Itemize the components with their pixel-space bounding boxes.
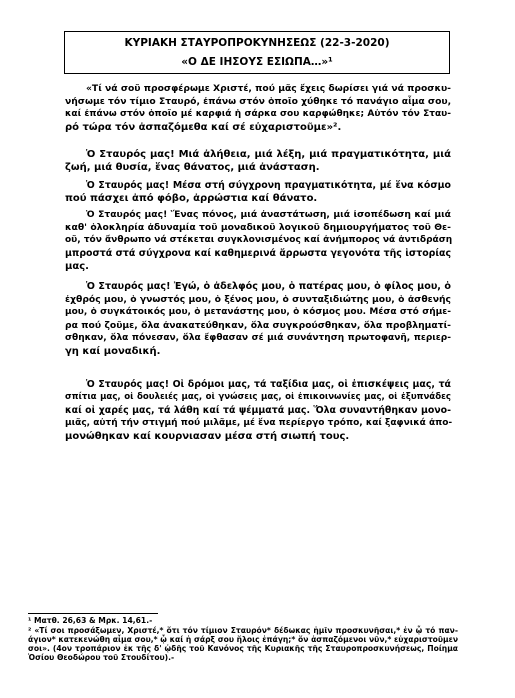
footnote-line: ² «Τί σοι προσάξωμεν, Χριστέ,* ὅτι τόν τίμιον Σταυρόν* δέδωκας ἡμῖν προσκυνῆσαι,* ἐν ᾧ τό παν- — [28, 626, 458, 635]
paragraph-line: καί ἐπάνω στόν ὁποῖο μέ καρφιά ἡ σάρκα σου καρφώθηκε; Αὐτόν τόν Σταυ- — [65, 109, 451, 119]
paragraph-line: Ὁ Σταυρός μας! Μιά ἀλήθεια, μιά λέξη, μιά πραγματικότητα, μιά — [86, 149, 451, 160]
footnote-line: ¹ Ματθ. 26,63 & Μρκ. 14,61.- — [28, 616, 153, 625]
title-line-1: ΚΥΡΙΑΚΗ ΣΤΑΥΡΟΠΡΟΚΥΝΗΣΕΩΣ (22-3-2020) — [124, 37, 390, 49]
paragraph-line: μονώθηκαν καί κουρνιασαν μέσα στή σιωπή τους. — [65, 431, 350, 442]
paragraph-line: ρα πού ζοῦμε, ὅλα ἀνακατεύθηκαν, ὅλα συγκρούσθηκαν, ὅλα προβληματί- — [65, 320, 451, 331]
paragraph-line: σπίτια μας, οἱ δουλειές μας, οἱ γνώσεις μας, οἱ ἐπικοινωνίες μας, οἱ ἐξυπνάδες — [65, 392, 451, 402]
paragraph-line: Ὁ Σταυρός μας! Ἐγώ, ὁ ἀδελφός μου, ὁ πατέρας μου, ὁ φίλος μου, ὁ — [86, 281, 451, 292]
paragraph-line: σθηκαν, ὅλα πόνεσαν, ὅλα ἔφθασαν σέ μιά συνάντηση πρωτοφανῆ, περιερ- — [65, 333, 451, 343]
paragraph-line: μπροστά στά σύγχρονα καί καθημερινά ἄρρωστα γεγονότα τῆς ἱστορίας — [65, 248, 451, 259]
title-box — [64, 31, 450, 74]
title-line-2: «Ο ΔΕ ΙΗΣΟΥΣ ΕΣΙΩΠΑ…»¹ — [181, 56, 333, 68]
footnote-line: Ὁσίου Θεοδώρου τοῦ Στουδίτου).- — [28, 653, 175, 662]
paragraph-line: νήσωμε τόν τίμιο Σταυρό, ἐπάνω στόν ὁποῖο χύθηκε τό πανάγιο αἷμα σου, — [65, 96, 452, 107]
paragraph-line: ζωή, μιά θυσία, ἕνας θάνατος, μιά ἀνάσταση. — [65, 162, 320, 173]
paragraph-line: γη καί μοναδική. — [65, 346, 161, 357]
paragraph-line: καθ' ὁλοκληρία ἀδυναμία τοῦ μοναδικοῦ λογικοῦ δημιουργήματος τοῦ Θε- — [65, 222, 451, 233]
paragraph-line: οῦ, τόν ἄνθρωπο νά στέκεται συγκλονισμένος καί ἀνήμπορος νά ἀντιδράση — [65, 235, 453, 245]
paragraph-line: μου, ὁ συγκάτοικός μου, ὁ μετανάστης μου, ὁ κόσμος μου. Μέσα στό σήμε- — [65, 307, 451, 317]
paragraph-line: Ὁ Σταυρός μας! Μέσα στή σύγχρονη πραγματικότητα, μέ ἕνα κόσμο — [86, 180, 451, 191]
paragraph-line: Ὁ Σταυρός μας! Ἕνας πόνος, μιά ἀναστάτωση, μιά ἰσοπέδωση καί μιά — [86, 209, 451, 220]
paragraph-line: καί οἱ χαρές μας, τά λάθη καί τά ψέμματά μας. Ὅλα συναντήθηκαν μονο- — [65, 405, 451, 416]
footnote-line: άγιον* κατεκενώθη αἷμα σου,* ᾧ καί ἡ σάρξ σου ἥλοις ἐπάγη;* ὅν ἀσπαζόμενοι νῦν,* εὐχαριστοῦμεν — [28, 635, 458, 644]
paragraph-line: μας. — [65, 261, 89, 272]
paragraph-line: ρό τώρα τόν ἀσπαζόμεθα καί σέ εὐχαριστοῦμε»². — [65, 122, 342, 133]
paragraph-line: Ὁ Σταυρός μας! Οἱ δρόμοι μας, τά ταξίδια μας, οἱ ἐπισκέψεις μας, τά — [86, 379, 451, 390]
paragraph-line: «Τί νά σοῦ προσφέρωμε Χριστέ, πού μᾶς ἔχεις δωρίσει γιά νά προσκυ- — [86, 83, 451, 94]
footnote-line: σοι». (4ον τροπάριον ἐκ τῆς δ' ᾠδῆς τοῦ Κανόνος τῆς Κυριακῆς τῆς Σταυροπροσκυνήσεως, Ποίημα — [28, 644, 458, 653]
paragraph-line: ἐχθρός μου, ὁ γνωστός μου, ὁ ξένος μου, ὁ συνταξιδιώτης μου, ὁ ἀσθενής — [65, 294, 451, 305]
paragraph-line: πού πάσχει ἀπό φόβο, ἀρρώστια καί θάνατο. — [65, 193, 318, 204]
footnote-separator — [28, 613, 158, 614]
paragraph-line: μιᾶς, αὐτή τήν στιγμή πού μιλᾶμε, μέ ἕνα περίεργο τρόπο, καί ξαφνικά ἀπο- — [65, 418, 453, 428]
